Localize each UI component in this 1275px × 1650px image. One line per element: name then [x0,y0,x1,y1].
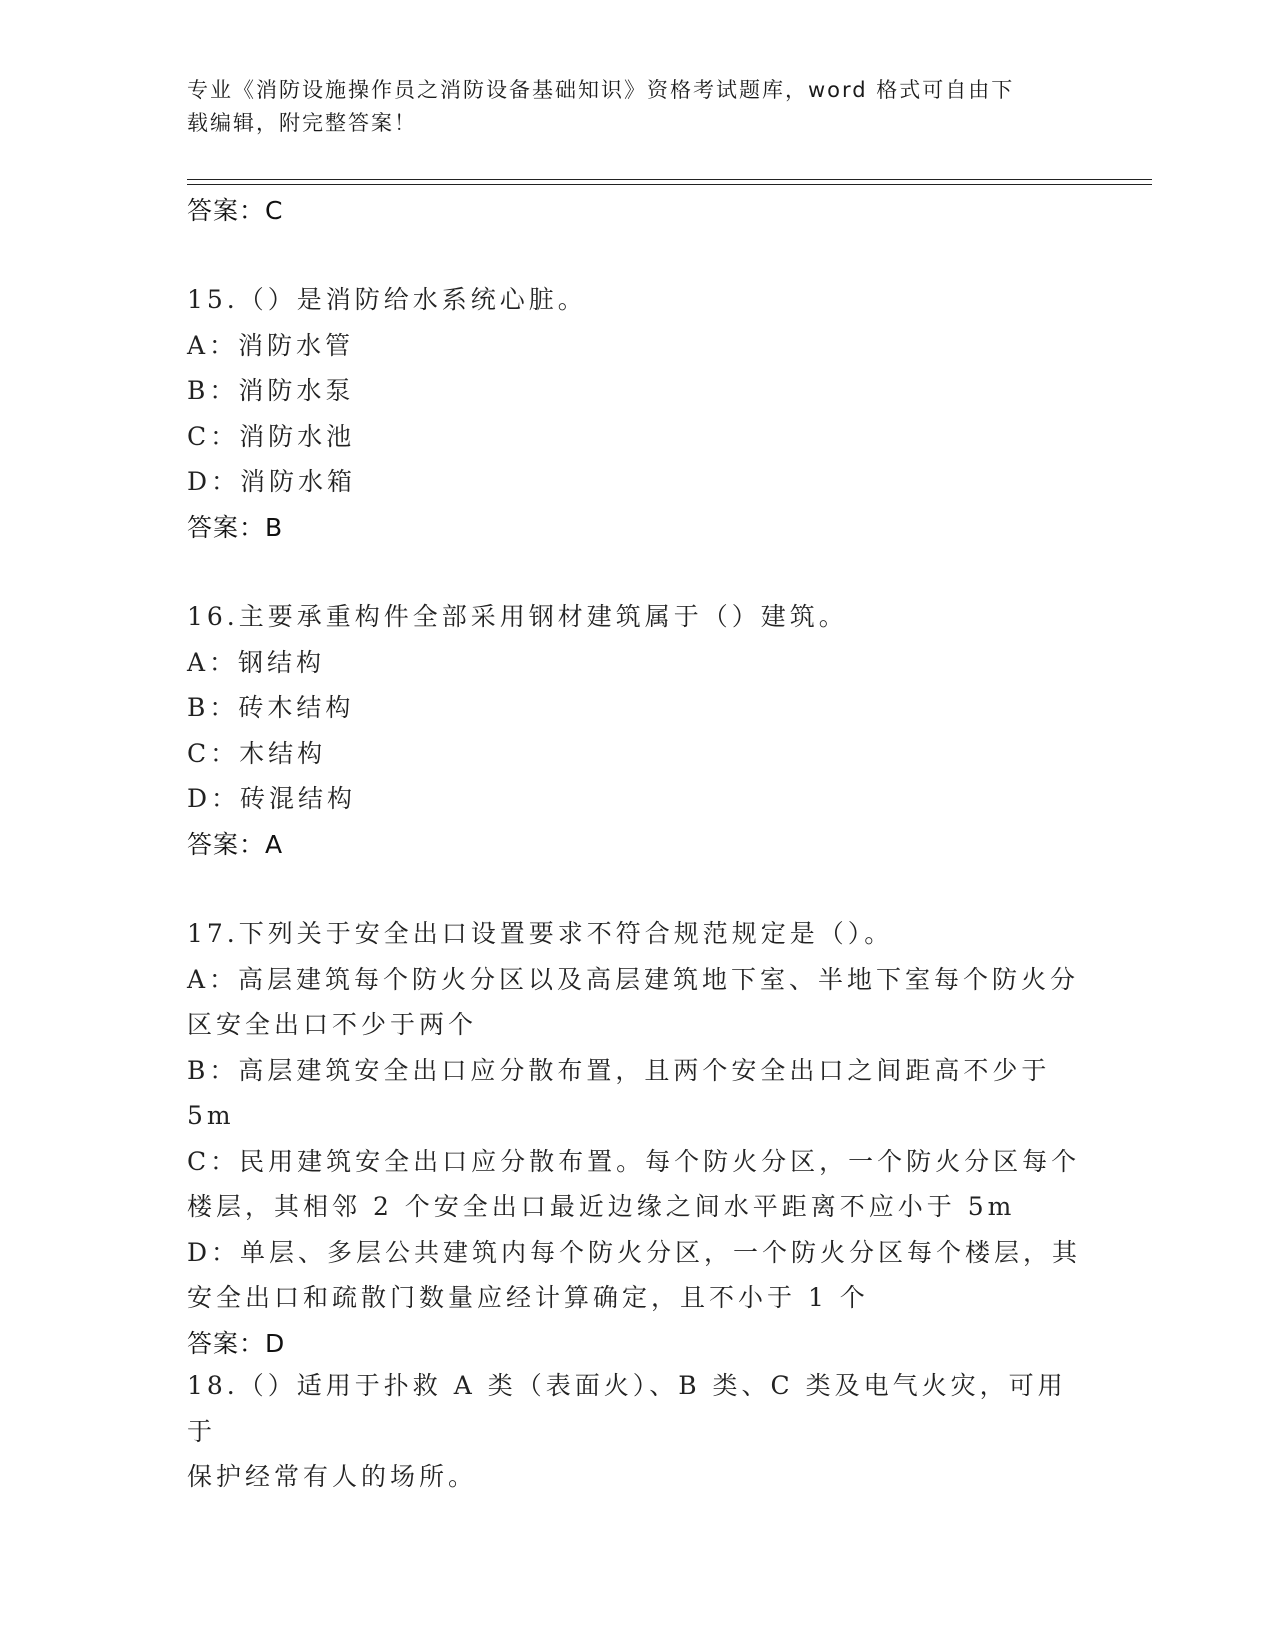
question-stem-line-2: 保护经常有人的场所。 [187,1462,478,1491]
header-divider-top [187,179,1152,180]
option-b: B：高层建筑安全出口应分散布置，且两个安全出口之间距高不少于 5m [187,1055,1051,1130]
question-18 [187,1363,1087,1500]
question-stem: 17.下列关于安全出口设置要求不符合规范规定是（）。 [187,919,894,948]
question-stem: 15.（）是消防给水系统心脏。 [187,285,587,314]
answer: 答案：B [187,512,284,542]
answer: 答案：A [187,829,284,859]
option-a-line-2: 区安全出口不少于两个 [187,1010,478,1039]
option-a: A：钢结构 [187,647,326,677]
question-15 [187,277,1087,550]
option-c: C：木结构 [187,738,327,768]
option-b: B：消防水泵 [187,376,355,405]
option-c: C：消防水池 [187,421,356,451]
question-stem-line-1: 18.（）适用于扑救 A 类（表面火）、B 类、C 类及电气火灾，可用于 [187,1371,1067,1446]
document-header [187,74,1067,140]
option-d-line-2: 安全出口和疏散门数量应经计算确定，且不小于 1 个 [187,1283,869,1312]
question-stem: 16.主要承重构件全部采用钢材建筑属于（）建筑。 [187,602,848,631]
option-d-line-1: D：单层、多层公共建筑内每个防火分区，一个防火分区每个楼层，其 [187,1237,1082,1267]
header-line-1: 专业《消防设施操作员之消防设备基础知识》资格考试题库，word 格式可自由下 [187,78,1015,102]
header-line-2: 载编辑，附完整答案！ [187,111,417,135]
option-c-line-2: 楼层，其相邻 2 个安全出口最近边缘之间水平距离不应小于 5m [187,1192,1016,1221]
header-divider-bottom [187,184,1152,185]
answer: 答案：D [187,1328,286,1358]
option-d: D：砖混结构 [187,784,357,813]
option-a-line-1: A：高层建筑每个防火分区以及高层建筑地下室、半地下室每个防火分 [187,964,1080,994]
option-a: A：消防水管 [187,330,355,360]
question-16 [187,594,1087,867]
option-d: D：消防水箱 [187,467,357,496]
answer-previous: 答案：C [187,196,284,225]
option-c-line-1: C：民用建筑安全出口应分散布置。每个防火分区，一个防火分区每个 [187,1146,1081,1176]
question-17 [187,911,1087,1366]
option-b: B：砖木结构 [187,693,355,722]
